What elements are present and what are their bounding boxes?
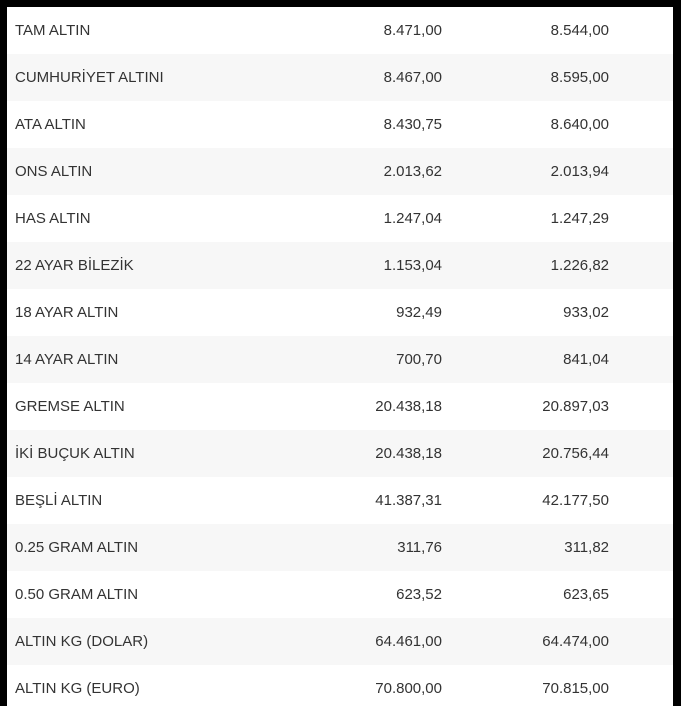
table-row	[7, 195, 673, 242]
row-spacer	[609, 477, 673, 524]
gold-type-name: ALTIN KG (EURO)	[7, 665, 277, 706]
gold-type-name: TAM ALTIN	[7, 7, 277, 54]
gold-type-name: 14 AYAR ALTIN	[7, 336, 277, 383]
sell-price: 2.013,94	[442, 148, 609, 195]
gold-type-name: GREMSE ALTIN	[7, 383, 277, 430]
gold-type-name: CUMHURİYET ALTINI	[7, 54, 277, 101]
table-row	[7, 571, 673, 618]
row-spacer	[609, 571, 673, 618]
table-row	[7, 148, 673, 195]
row-spacer	[609, 665, 673, 706]
row-spacer	[609, 54, 673, 101]
sell-price: 1.226,82	[442, 242, 609, 289]
gold-type-name: ALTIN KG (DOLAR)	[7, 618, 277, 665]
table-row	[7, 618, 673, 665]
buy-price: 8.430,75	[277, 101, 442, 148]
gold-type-name: İKİ BUÇUK ALTIN	[7, 430, 277, 477]
sell-price: 623,65	[442, 571, 609, 618]
table-row	[7, 289, 673, 336]
table-row	[7, 383, 673, 430]
row-spacer	[609, 289, 673, 336]
sell-price: 311,82	[442, 524, 609, 571]
sell-price: 70.815,00	[442, 665, 609, 706]
row-spacer	[609, 195, 673, 242]
gold-type-name: 0.50 GRAM ALTIN	[7, 571, 277, 618]
sell-price: 8.595,00	[442, 54, 609, 101]
buy-price: 20.438,18	[277, 430, 442, 477]
table-row	[7, 242, 673, 289]
buy-price: 623,52	[277, 571, 442, 618]
table-row	[7, 665, 673, 706]
gold-price-panel	[7, 7, 673, 706]
sell-price: 20.897,03	[442, 383, 609, 430]
buy-price: 64.461,00	[277, 618, 442, 665]
table-row	[7, 477, 673, 524]
gold-type-name: HAS ALTIN	[7, 195, 277, 242]
buy-price: 70.800,00	[277, 665, 442, 706]
row-spacer	[609, 242, 673, 289]
row-spacer	[609, 618, 673, 665]
row-spacer	[609, 336, 673, 383]
buy-price: 8.467,00	[277, 54, 442, 101]
gold-price-table	[7, 7, 673, 706]
gold-type-name: 0.25 GRAM ALTIN	[7, 524, 277, 571]
buy-price: 8.471,00	[277, 7, 442, 54]
sell-price: 8.544,00	[442, 7, 609, 54]
table-row	[7, 524, 673, 571]
sell-price: 20.756,44	[442, 430, 609, 477]
table-row	[7, 336, 673, 383]
gold-type-name: ONS ALTIN	[7, 148, 277, 195]
sell-price: 1.247,29	[442, 195, 609, 242]
row-spacer	[609, 148, 673, 195]
row-spacer	[609, 7, 673, 54]
buy-price: 1.153,04	[277, 242, 442, 289]
buy-price: 1.247,04	[277, 195, 442, 242]
row-spacer	[609, 383, 673, 430]
gold-type-name: 22 AYAR BİLEZİK	[7, 242, 277, 289]
buy-price: 41.387,31	[277, 477, 442, 524]
buy-price: 700,70	[277, 336, 442, 383]
sell-price: 64.474,00	[442, 618, 609, 665]
buy-price: 2.013,62	[277, 148, 442, 195]
table-row	[7, 101, 673, 148]
table-row	[7, 430, 673, 477]
gold-type-name: 18 AYAR ALTIN	[7, 289, 277, 336]
sell-price: 841,04	[442, 336, 609, 383]
buy-price: 932,49	[277, 289, 442, 336]
sell-price: 42.177,50	[442, 477, 609, 524]
gold-type-name: BEŞLİ ALTIN	[7, 477, 277, 524]
row-spacer	[609, 524, 673, 571]
row-spacer	[609, 101, 673, 148]
gold-type-name: ATA ALTIN	[7, 101, 277, 148]
sell-price: 933,02	[442, 289, 609, 336]
buy-price: 20.438,18	[277, 383, 442, 430]
table-row	[7, 7, 673, 54]
row-spacer	[609, 430, 673, 477]
sell-price: 8.640,00	[442, 101, 609, 148]
table-row	[7, 54, 673, 101]
buy-price: 311,76	[277, 524, 442, 571]
